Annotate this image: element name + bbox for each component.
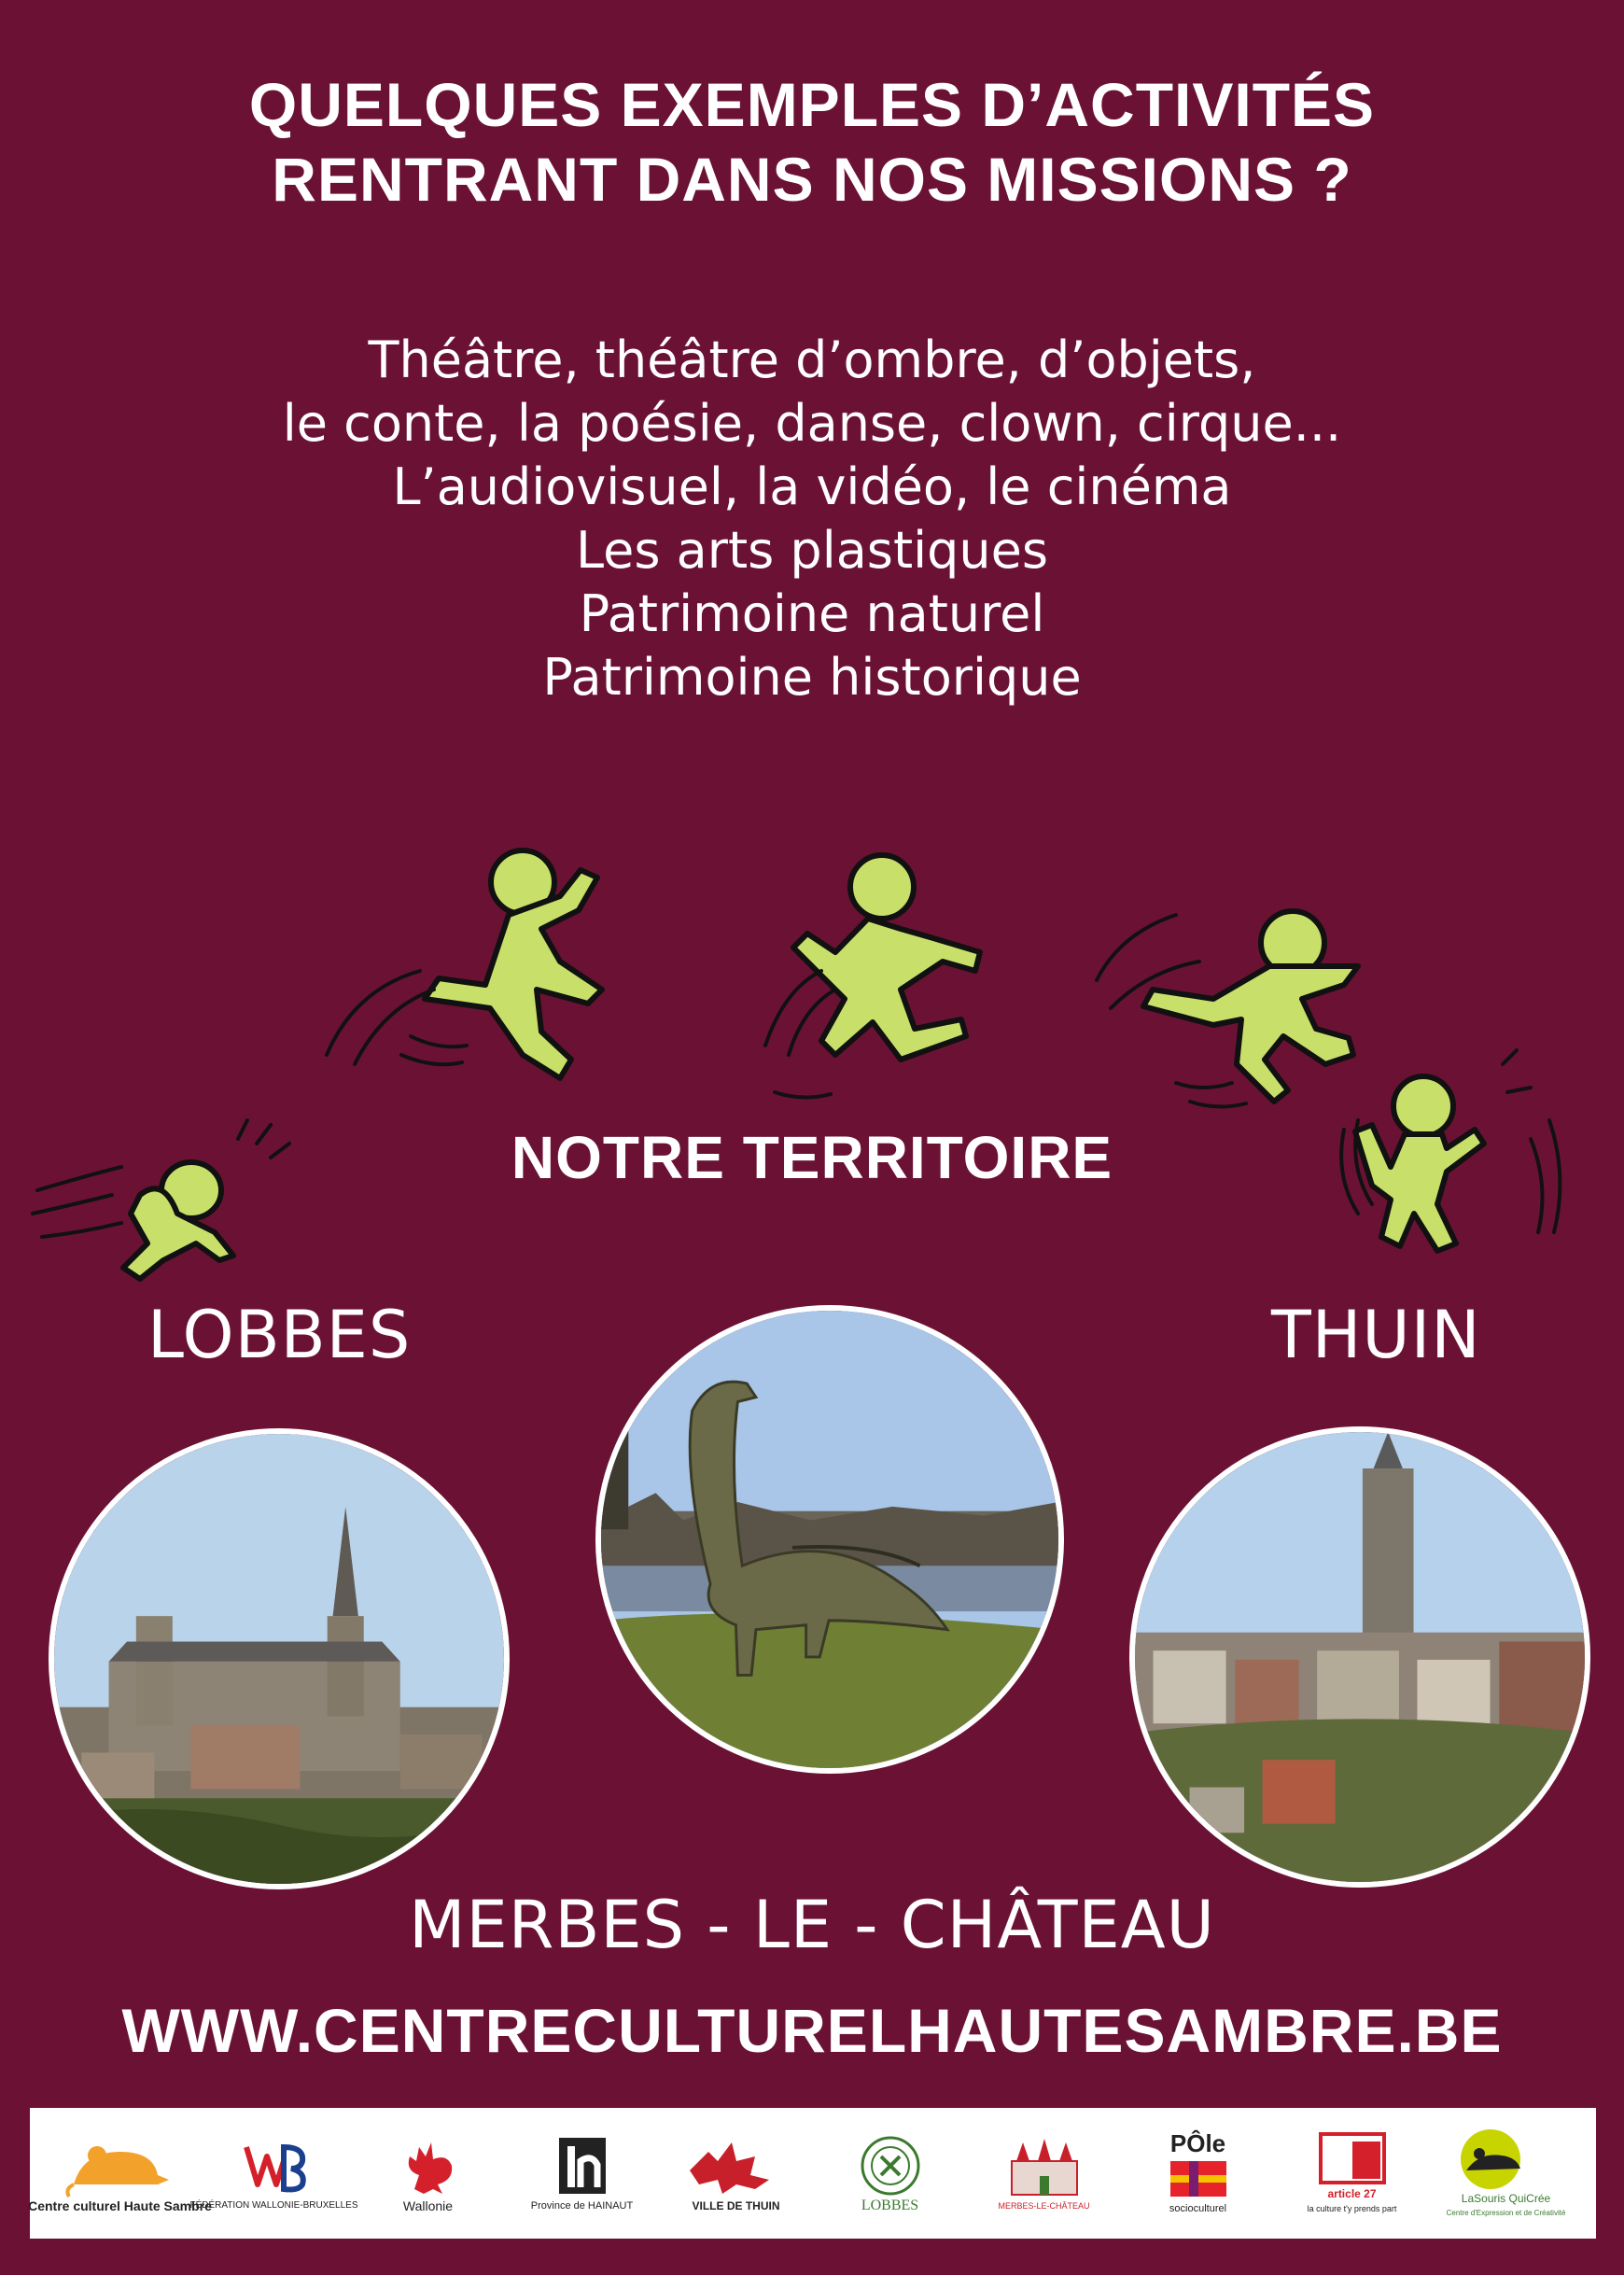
logo-label: PÔle — [1169, 2129, 1226, 2157]
activity-item: Les arts plastiques — [576, 521, 1048, 580]
castle-icon — [1002, 2133, 1086, 2198]
logo-pole-socioculturel — [1134, 2117, 1263, 2229]
logo-label: socioculturel — [1169, 2203, 1227, 2214]
griffin-icon — [680, 2133, 792, 2198]
logo-label: Wallonie — [402, 2198, 454, 2213]
territory-title: NOTRE TERRITOIRE — [511, 1124, 1113, 1191]
headline-line-2: RENTRANT DANS NOS MISSIONS ? — [272, 145, 1352, 214]
headline-line-1: QUELQUES EXEMPLES D’ACTIVITÉS — [248, 70, 1376, 139]
activity-item: le conte, la poésie, danse, clown, cirque... — [282, 394, 1342, 453]
logo-ville-de-thuin — [672, 2117, 801, 2229]
running-figure — [793, 855, 980, 1060]
souris-icon — [1446, 2126, 1567, 2191]
activity-item: L’audiovisuel, la vidéo, le cinéma — [392, 457, 1232, 516]
running-figure — [425, 850, 602, 1078]
photo-merbes-dinosaur — [595, 1305, 1064, 1774]
logo-label: Province de HAINAUT — [530, 2200, 634, 2212]
photo-lobbes-church — [49, 1428, 510, 1889]
headline — [0, 67, 1624, 217]
logo-merbes-le-chateau — [980, 2117, 1109, 2229]
partner-logos-bar — [30, 2108, 1596, 2239]
logo-label: article 27 — [1327, 2187, 1377, 2200]
logo-label: Centre culturel Haute Sambre — [28, 2198, 212, 2213]
logo-article-27 — [1288, 2117, 1417, 2229]
running-figure — [1143, 911, 1358, 1102]
logo-label: Centre d'Expression et de Créativité — [1446, 2209, 1566, 2217]
rooster-icon — [396, 2133, 461, 2198]
town-label-thuin: THUIN — [1271, 1297, 1481, 1373]
activities-list — [0, 329, 1624, 709]
logo-la-souris-quicree — [1442, 2117, 1571, 2229]
logo-label: VILLE DE THUIN — [692, 2199, 780, 2212]
logo-label: LaSouris QuiCrée — [1461, 2192, 1551, 2205]
province-icon — [554, 2133, 610, 2198]
pole-icon — [1166, 2156, 1231, 2201]
activity-item: Théâtre, théâtre d’ombre, d’objets, — [368, 330, 1256, 389]
logo-province-hainaut — [518, 2117, 647, 2229]
logo-centre-culturel-haute-sambre — [28, 2117, 212, 2229]
logo-label: LOBBES — [861, 2198, 919, 2213]
logo-label: la culture t'y prends part — [1307, 2204, 1397, 2213]
town-label-lobbes: LOBBES — [147, 1297, 412, 1373]
wb-icon — [237, 2133, 312, 2198]
lobbes-seal-icon — [858, 2133, 923, 2198]
mouse-icon — [64, 2133, 176, 2198]
website-link[interactable]: WWW.CENTRECULTURELHAUTESAMBRE.BE — [121, 1996, 1503, 2065]
logo-wallonie — [364, 2117, 493, 2229]
town-label-merbes: MERBES - LE - CHÂTEAU — [409, 1887, 1215, 1963]
activity-item: Patrimoine naturel — [579, 584, 1045, 643]
article27-icon — [1315, 2130, 1390, 2186]
activity-item: Patrimoine historique — [542, 648, 1082, 707]
logo-label: FÉDÉRATION WALLONIE-BRUXELLES — [189, 2200, 358, 2211]
logo-federation-wallonie-bruxelles — [189, 2117, 358, 2229]
running-figures-illustration — [0, 822, 1624, 1344]
logo-label: MERBES-LE-CHÂTEAU — [998, 2201, 1090, 2211]
photo-thuin-belfry — [1129, 1426, 1590, 1888]
logo-lobbes — [826, 2117, 955, 2229]
